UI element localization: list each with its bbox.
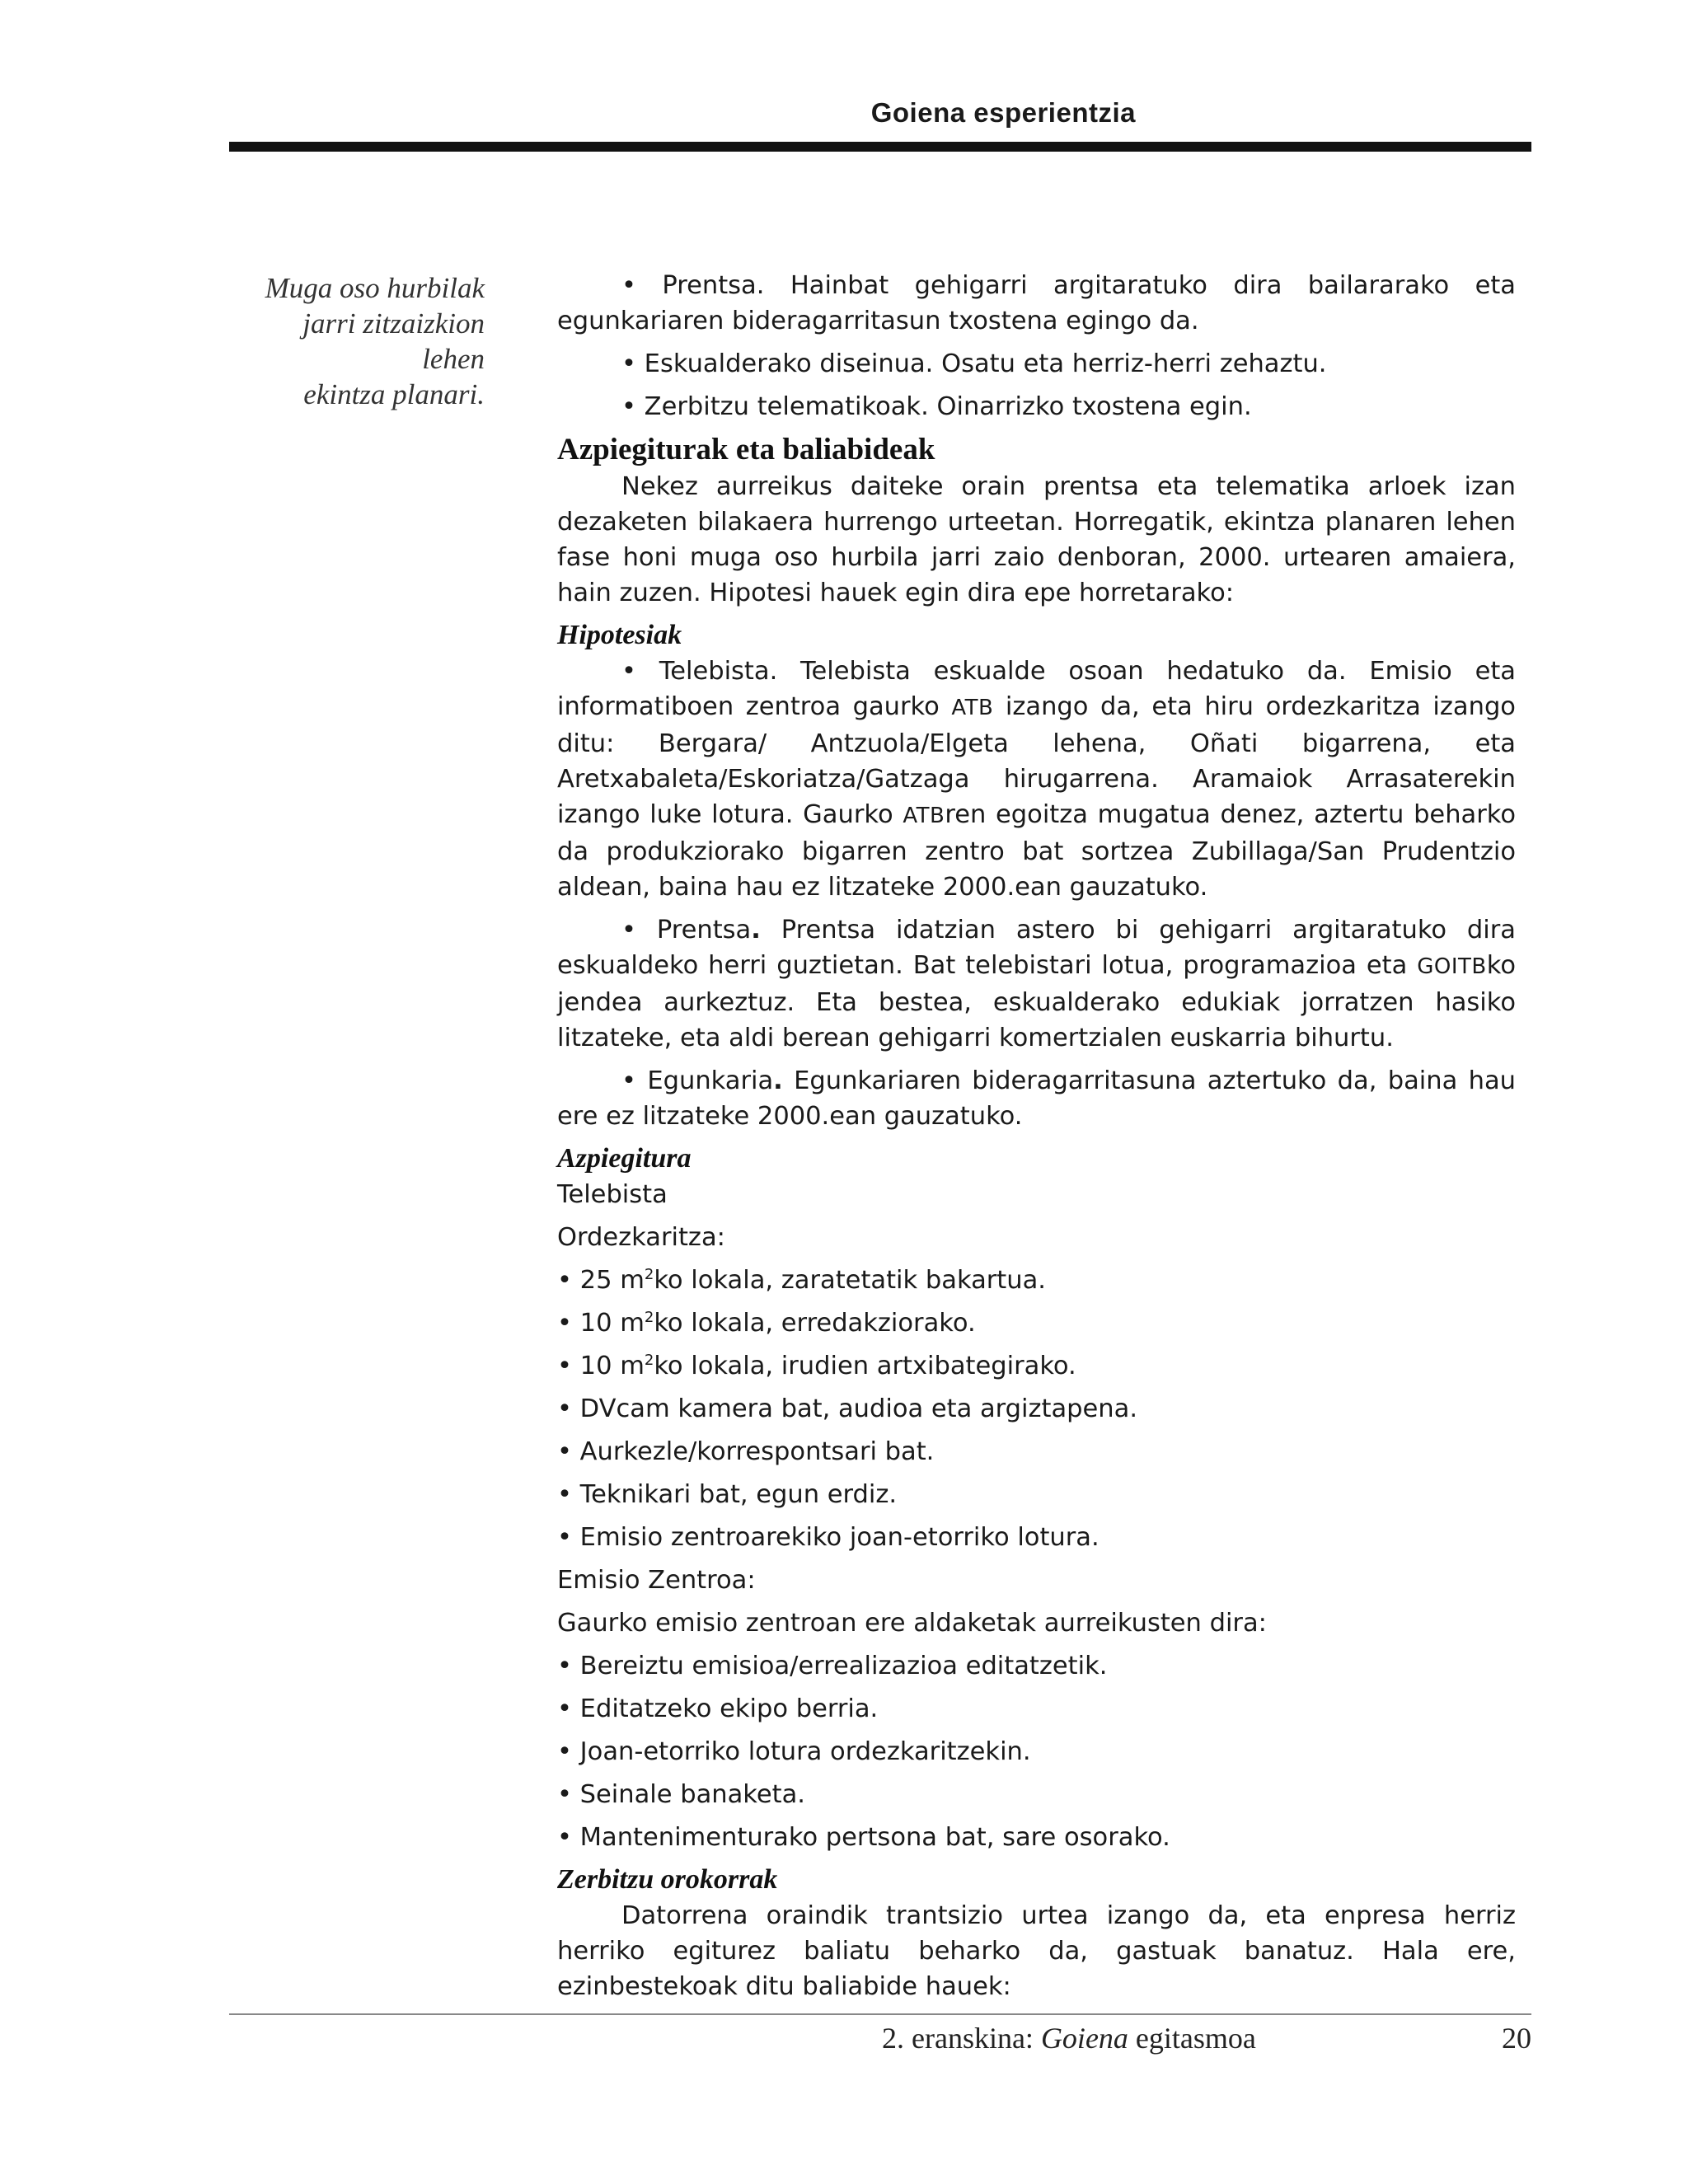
emisio-zentroa-label: Emisio Zentroa: (557, 1566, 756, 1595)
bullet-prentsa-intro (557, 268, 1516, 339)
ordezkaritza-item (557, 1348, 1516, 1384)
subheading-zerbitzu-orokorrak: Zerbitzu orokorrak (557, 1864, 778, 1895)
bullet-eskualderako (557, 346, 1516, 382)
section-heading: Azpiegiturak eta baliabideak (557, 433, 935, 466)
emisio-item: • Mantenimenturako pertsona bat, sare osorako. (557, 1823, 1170, 1852)
bullet-label: • Zerbitzu telematikoak. (621, 392, 929, 421)
ordezkaritza-item (557, 1305, 1516, 1341)
emisio-zentroa-intro: Gaurko emisio zentroan ere aldaketak aurreikusten dira: (557, 1609, 1267, 1638)
abbreviation: ATB (951, 696, 994, 720)
bullet-label: • Eskualderako diseinua. (621, 349, 934, 378)
ordezkaritza-label: Ordezkaritza: (557, 1223, 725, 1252)
footer-label-italic: Goiena (1040, 2022, 1128, 2055)
footer-label (882, 2021, 1256, 2055)
zerbitzu-text: Datorrena oraindik trantsizio urtea izango da, eta enpresa herriz herriko egiturez baliatu beharko da, gastuak banatuz. Hala ere, ezinbestekoak ditu baliabide hauek: (557, 1901, 1516, 2001)
bullet-text: ko jendea aurkeztuz. Eta bestea, eskualderako edukiak jorratzen hasiko litzateke, eta aldi berean gehigarri komertzialen euskarria bihurtu. (557, 951, 1516, 1052)
subheading-hipotesiak: Hipotesiak (557, 620, 682, 650)
main-text (557, 268, 1516, 2004)
ordezkaritza-item: • Aurkezle/korrespontsari bat. (557, 1437, 935, 1466)
bullet-text: ren egoitza mugatua denez, aztertu beharko da produkziorako bigarren zentro bat sortzea Zubillaga/San Prudentzio aldean, baina hau ez litzateke 2000.ean gauzatuko. (557, 800, 1516, 902)
bullet-text: Telebista eskualde osoan hedatuko da. Emisio eta informatiboen zentroa gaurko (557, 657, 1516, 721)
emisio-item: • Editatzeko ekipo berria. (557, 1694, 879, 1723)
superscript: 2 (644, 1352, 654, 1369)
bold-period: . (751, 916, 761, 944)
bullet-zerbitzu-telematikoak (557, 389, 1516, 424)
bullet-label: • Egunkaria (621, 1066, 774, 1095)
superscript: 2 (644, 1266, 654, 1283)
emisio-item: • Joan-etorriko lotura ordezkaritzekin. (557, 1737, 1031, 1766)
item-text: • 25 m (557, 1266, 645, 1295)
azpiegitura-telebista-label: Telebista (557, 1180, 668, 1209)
hipotesi-telebista (557, 654, 1516, 905)
margin-note-line: lehen (422, 343, 485, 375)
running-title: Goiena esperientzia (870, 97, 1136, 128)
ordezkaritza-item: • Emisio zentroarekiko joan-etorriko lotura. (557, 1523, 1100, 1552)
item-text: • 10 m (557, 1352, 645, 1380)
margin-note (165, 270, 485, 412)
emisio-item: • Bereiztu emisioa/errealizazioa editatzetik. (557, 1652, 1108, 1680)
subheading-azpiegitura: Azpiegitura (557, 1143, 692, 1174)
item-text: ko lokala, zaratetatik bakartua. (654, 1266, 1046, 1295)
bullet-text: Egunkariaren bideragarritasuna aztertuko da, baina hau ere ez litzateke 2000.ean gauzatuko. (557, 1066, 1517, 1131)
item-text: • 10 m (557, 1309, 645, 1338)
bullet-text: Hainbat gehigarri argitaratuko dira bailararako eta egunkariaren bideragarritasun txostena egingo da. (557, 271, 1516, 335)
footer-label-suffix: egitasmoa (1135, 2022, 1256, 2055)
section-intro: Nekez aurreikus daiteke orain prentsa eta telematika arloek izan dezaketen bilakaera hurrengo urteetan. Horregatik, ekintza planaren lehen fase honi muga oso hurbila jarri zaio denboran, 2000. urtearen amaiera, hain zuzen. Hipotesi hauek egin dira epe horretarako: (557, 472, 1516, 607)
hipotesi-prentsa (557, 912, 1516, 1056)
ordezkaritza-item: • DVcam kamera bat, audioa eta argiztapena. (557, 1394, 1138, 1423)
hipotesi-egunkaria (557, 1063, 1516, 1134)
item-text: ko lokala, irudien artxibategirako. (654, 1352, 1076, 1380)
footer-label-prefix: 2. eranskina: (882, 2022, 1034, 2055)
bullet-label: • Telebista. (621, 657, 778, 686)
footer-rule (229, 2013, 1531, 2015)
bullet-label: • Prentsa (621, 916, 752, 944)
bullet-text: Osatu eta herriz-herri zehaztu. (941, 349, 1327, 378)
bullet-text: izango da, eta hiru ordezkaritza izango ditu: Bergara/ Antzuola/Elgeta lehena, Oñati bigarrena, eta Aretxabaleta/Eskoriatza/Gatzaga hirugarrena. Aramaiok Arrasaterekin izango luke lotura. Gaurko (557, 692, 1516, 829)
page-number: 20 (1502, 2022, 1531, 2055)
margin-note-line: jarri zitzaizkion (302, 307, 485, 340)
ordezkaritza-item (557, 1263, 1516, 1298)
superscript: 2 (644, 1309, 654, 1326)
margin-note-line: Muga oso hurbilak (265, 272, 485, 304)
bullet-text: Prentsa idatzian astero bi gehigarri argitaratuko dira eskualdeko herri guztietan. Bat telebistari lotua, programazioa eta (557, 916, 1516, 980)
abbreviation: GOITB (1417, 954, 1487, 979)
abbreviation: ATB (903, 804, 945, 828)
margin-note-line: ekintza planari. (303, 378, 485, 410)
bullet-text: Oinarrizko txostena egin. (936, 392, 1252, 421)
emisio-item: • Seinale banaketa. (557, 1780, 805, 1809)
header-rule (229, 142, 1531, 152)
ordezkaritza-item: • Teknikari bat, egun erdiz. (557, 1480, 898, 1509)
bold-period: . (773, 1066, 783, 1095)
bullet-label: • Prentsa. (621, 271, 765, 300)
item-text: ko lokala, erredakziorako. (654, 1309, 976, 1338)
